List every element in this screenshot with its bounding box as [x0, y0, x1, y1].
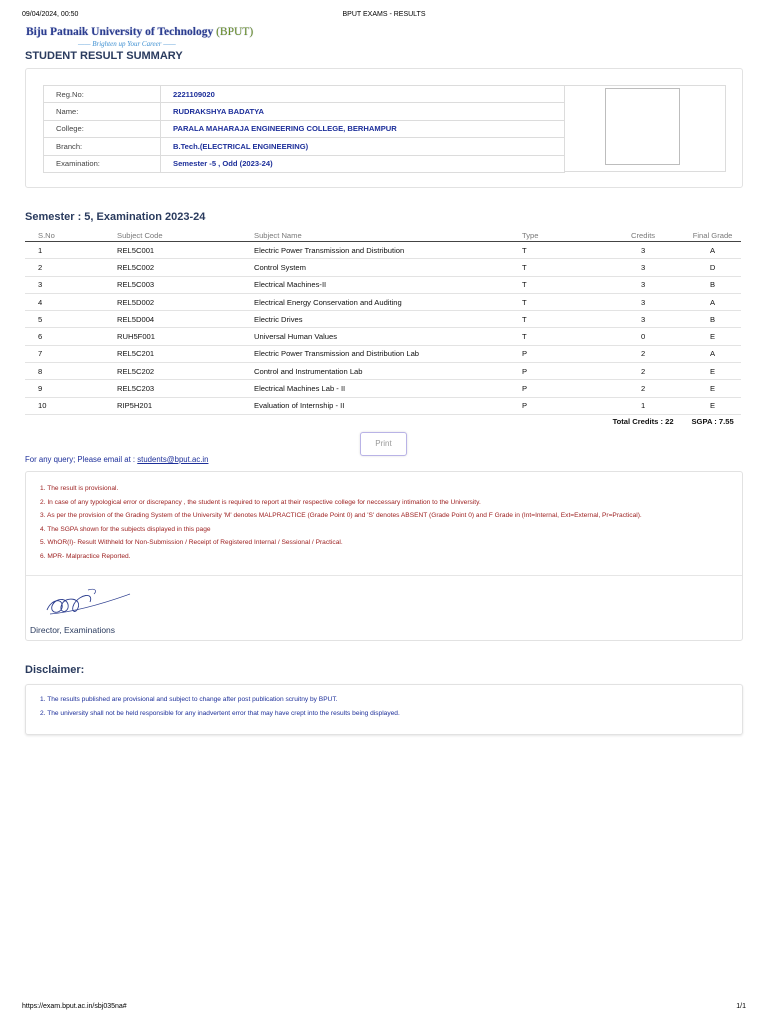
table-row [25, 363, 741, 380]
print-page-title: BPUT EXAMS - RESULTS [342, 11, 426, 18]
cell-sno: 8 [25, 363, 117, 380]
cell-sno: 9 [25, 380, 117, 397]
cell-type: P [507, 363, 602, 380]
signatory-title: Director, Examinations [30, 625, 116, 635]
cell-type: T [507, 242, 602, 259]
results-header-row [25, 229, 741, 242]
note-item: 3. As per the provision of the Grading System of the University 'M' denotes MALPRACTICE (Grade Point 0) and 'S' denotes ABSENT (Grade Point 0) and F Grade in (Int=Internal, Ext=External, Pr=Practical). [40, 512, 642, 520]
header-type: Type [507, 229, 602, 242]
table-row [25, 397, 741, 414]
cell-subject-code: REL5C001 [117, 242, 254, 259]
disclaimer-heading: Disclaimer: [25, 664, 85, 676]
cell-sno: 2 [25, 259, 117, 276]
cell-credits: 3 [602, 259, 684, 276]
cell-credits: 2 [602, 345, 684, 362]
print-button[interactable]: Print [360, 432, 407, 456]
table-row [25, 345, 741, 362]
photo-cell [565, 85, 726, 172]
student-info-row [44, 138, 565, 155]
cell-credits: 3 [602, 293, 684, 310]
info-label: Examination: [44, 155, 161, 172]
table-row [25, 328, 741, 345]
cell-credits: 1 [602, 397, 684, 414]
logo-name: Biju Patnaik University of Technology (BPUT) [26, 26, 254, 38]
cell-grade: E [684, 380, 741, 397]
cell-sno: 5 [25, 311, 117, 328]
student-info-row [44, 120, 565, 137]
note-item: 4. The SGPA shown for the subjects displayed in this page [40, 525, 211, 533]
cell-type: T [507, 259, 602, 276]
student-photo [605, 88, 680, 165]
table-row [25, 242, 741, 259]
cell-subject-name: Electric Power Transmission and Distribution Lab [254, 345, 507, 362]
cell-credits: 0 [602, 328, 684, 345]
logo-abbr: (BPUT) [216, 26, 254, 38]
header-subject-name: Subject Name [254, 229, 507, 242]
cell-subject-name: Electrical Energy Conservation and Auditing [254, 293, 507, 310]
query-email-link[interactable]: students@bput.ac.in [137, 455, 209, 464]
cell-credits: 2 [602, 363, 684, 380]
cell-sno: 10 [25, 397, 117, 414]
cell-grade: E [684, 363, 741, 380]
sgpa: SGPA : 7.55 [691, 417, 734, 427]
cell-subject-code: REL5C202 [117, 363, 254, 380]
table-row [25, 311, 741, 328]
cell-subject-code: RIP5H201 [117, 397, 254, 414]
cell-credits: 2 [602, 380, 684, 397]
header-subject-code: Subject Code [117, 229, 254, 242]
disclaimer-item: 2. The university shall not be held responsible for any inadvertent error that may have crept into the results being displayed. [40, 710, 400, 717]
header-final-grade: Final Grade [684, 229, 741, 242]
query-line [25, 455, 208, 464]
table-row [25, 380, 741, 397]
cell-sno: 6 [25, 328, 117, 345]
cell-subject-name: Electrical Machines-II [254, 276, 507, 293]
cell-subject-name: Universal Human Values [254, 328, 507, 345]
semester-heading: Semester : 5, Examination 2023-24 [25, 211, 206, 223]
cell-sno: 7 [25, 345, 117, 362]
director-signature [42, 584, 132, 618]
note-item: 6. MPR- Malpractice Reported. [40, 552, 131, 560]
cell-grade: A [684, 242, 741, 259]
note-item: 2. In case of any typological error or discrepancy , the student is required to report at their respective college for neccessary intimation to the University. [40, 498, 481, 506]
cell-type: T [507, 293, 602, 310]
info-value: Semester -5 , Odd (2023-24) [161, 155, 565, 172]
cell-subject-code: REL5C002 [117, 259, 254, 276]
student-info-table [43, 85, 565, 173]
cell-grade: A [684, 293, 741, 310]
divider [26, 575, 742, 576]
cell-type: P [507, 380, 602, 397]
cell-subject-code: REL5C201 [117, 345, 254, 362]
notes-list [40, 482, 732, 564]
info-label: Branch: [44, 138, 161, 155]
note-item: 5. WhOR(I)- Result Withheld for Non-Submission / Receipt of Registered Internal / Sessional / Practical. [40, 539, 343, 547]
notes-card [25, 471, 743, 641]
cell-grade: B [684, 311, 741, 328]
cell-sno: 4 [25, 293, 117, 310]
cell-type: T [507, 328, 602, 345]
cell-grade: E [684, 328, 741, 345]
query-text: For any query; Please email at : [25, 455, 138, 464]
footer-url: https://exam.bput.ac.in/sbj035na# [22, 1003, 127, 1010]
cell-subject-name: Electric Drives [254, 311, 507, 328]
cell-subject-name: Control and Instrumentation Lab [254, 363, 507, 380]
info-label: College: [44, 120, 161, 137]
cell-subject-code: REL5D002 [117, 293, 254, 310]
cell-credits: 3 [602, 311, 684, 328]
cell-sno: 1 [25, 242, 117, 259]
cell-subject-code: REL5D004 [117, 311, 254, 328]
cell-sno: 3 [25, 276, 117, 293]
page-title: STUDENT RESULT SUMMARY [25, 50, 183, 62]
results-table [25, 229, 741, 429]
student-info-row [44, 86, 565, 103]
cell-type: P [507, 345, 602, 362]
cell-subject-code: REL5C003 [117, 276, 254, 293]
disclaimer-card [25, 684, 743, 735]
info-value: B.Tech.(ELECTRICAL ENGINEERING) [161, 138, 565, 155]
student-info-card [25, 68, 743, 188]
cell-subject-code: REL5C203 [117, 380, 254, 397]
cell-credits: 3 [602, 242, 684, 259]
print-header [22, 11, 746, 23]
university-logo [26, 24, 266, 50]
student-info-row [44, 103, 565, 120]
info-value: RUDRAKSHYA BADATYA [161, 103, 565, 120]
footer-page-number: 1/1 [736, 1003, 746, 1010]
cell-grade: E [684, 397, 741, 414]
cell-type: P [507, 397, 602, 414]
cell-subject-name: Electrical Machines Lab - II [254, 380, 507, 397]
cell-subject-name: Evaluation of Internship - II [254, 397, 507, 414]
logo-tagline: —— Brighten up Your Career —— [78, 40, 176, 48]
cell-subject-name: Control System [254, 259, 507, 276]
header-credits: Credits [602, 229, 684, 242]
disclaimer-item: 1. The results published are provisional and subject to change after post publication scruitny by BPUT. [40, 696, 338, 703]
cell-type: T [507, 276, 602, 293]
info-label: Reg.No: [44, 86, 161, 103]
cell-grade: A [684, 345, 741, 362]
print-footer [22, 1003, 746, 1015]
table-row [25, 276, 741, 293]
print-datetime: 09/04/2024, 00:50 [22, 11, 79, 18]
cell-type: T [507, 311, 602, 328]
disclaimer-list [40, 693, 400, 721]
cell-subject-name: Electric Power Transmission and Distribution [254, 242, 507, 259]
student-info-row [44, 155, 565, 172]
table-row [25, 293, 741, 310]
totals-row [25, 414, 741, 429]
info-value: PARALA MAHARAJA ENGINEERING COLLEGE, BERHAMPUR [161, 120, 565, 137]
note-item: 1. The result is provisional. [40, 485, 119, 492]
header-sno: S.No [25, 229, 117, 242]
info-label: Name: [44, 103, 161, 120]
cell-subject-code: RUH5F001 [117, 328, 254, 345]
cell-grade: D [684, 259, 741, 276]
total-credits: Total Credits : 22 [612, 417, 674, 427]
table-row [25, 259, 741, 276]
info-value: 2221109020 [161, 86, 565, 103]
cell-grade: B [684, 276, 741, 293]
cell-credits: 3 [602, 276, 684, 293]
